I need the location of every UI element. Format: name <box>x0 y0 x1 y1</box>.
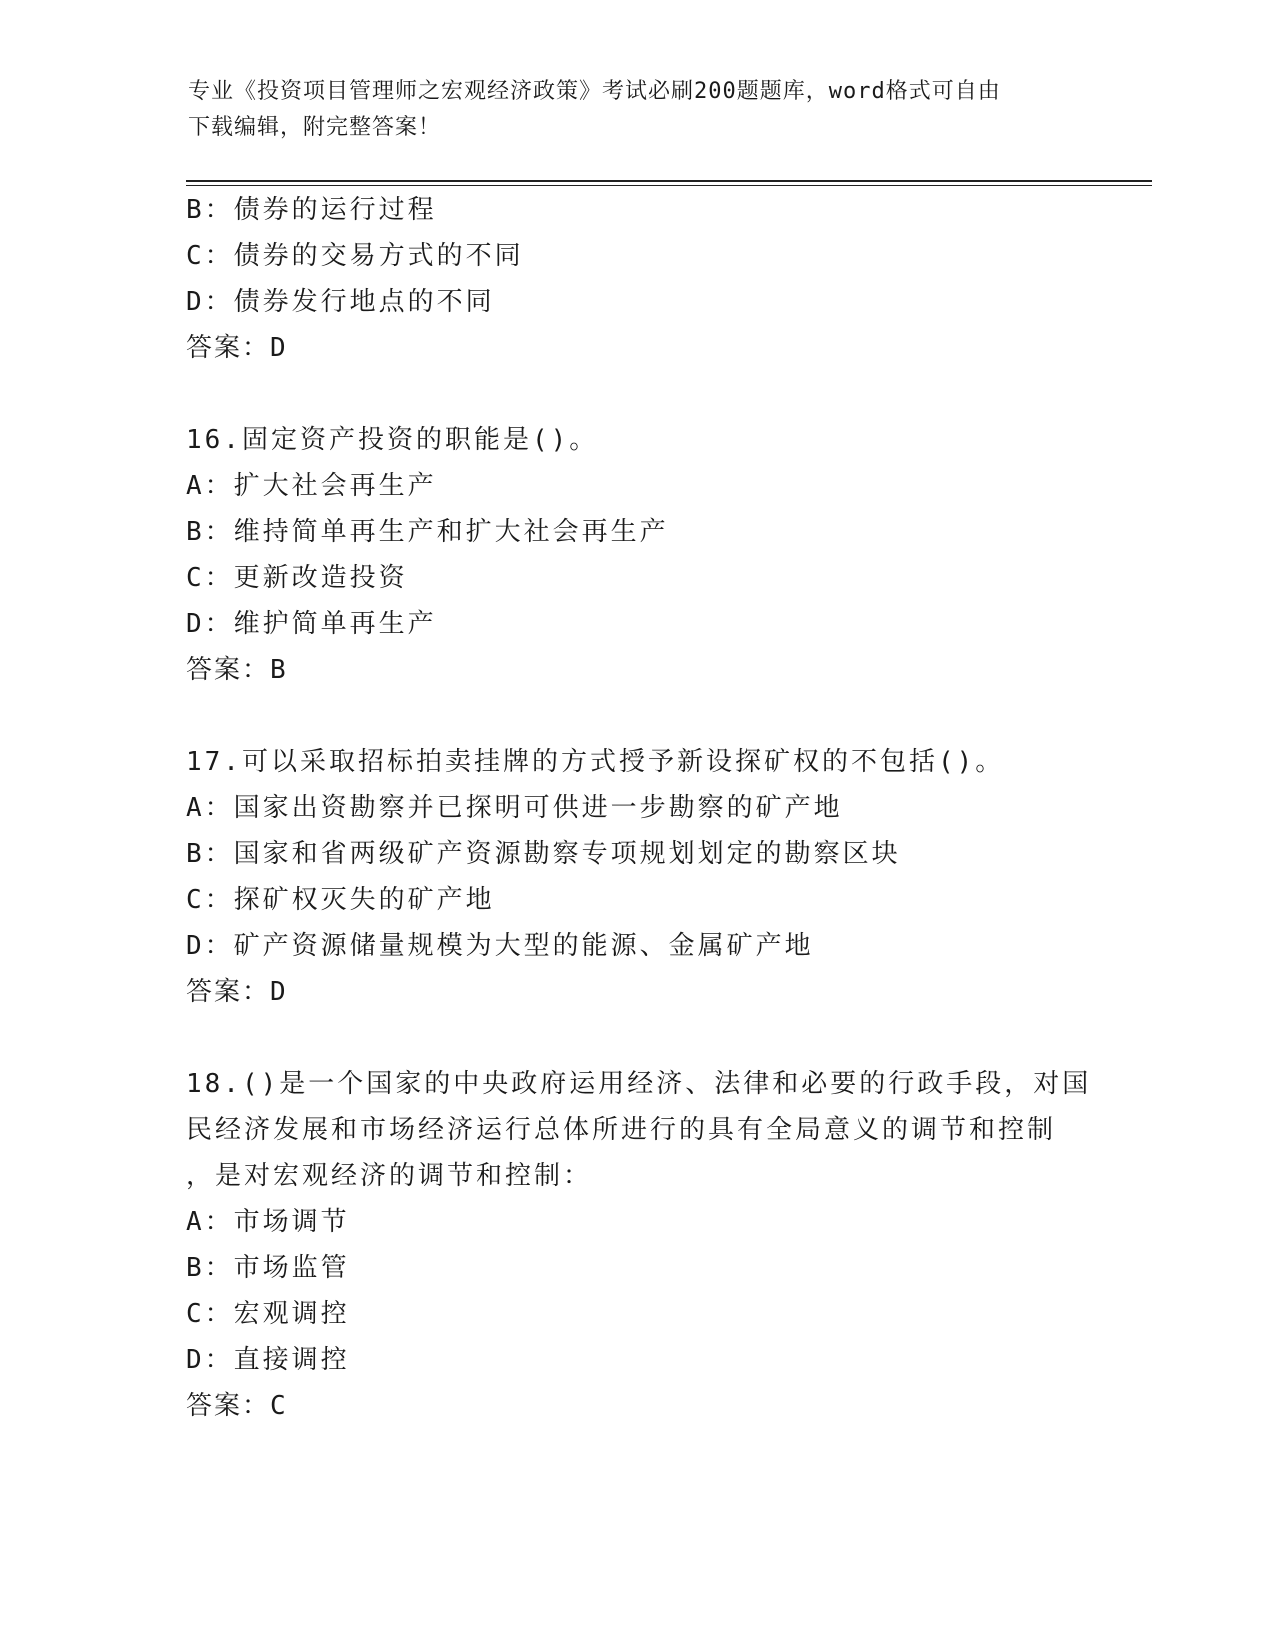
option-c <box>186 555 1086 601</box>
option-c <box>186 877 1086 923</box>
option-b <box>186 831 1086 877</box>
spacer <box>186 1015 1086 1061</box>
option-a <box>186 785 1086 831</box>
question-15-continued <box>186 187 1086 371</box>
option-text: 债券发行地点的不同 <box>233 287 495 317</box>
option-d <box>186 1337 1086 1383</box>
option-d <box>186 601 1086 647</box>
option-text: 国家出资勘察并已探明可供进一步勘察的矿产地 <box>233 793 843 823</box>
option-text: 矿产资源储量规模为大型的能源、金属矿产地 <box>233 931 814 961</box>
option-letter: D： <box>186 287 234 317</box>
question-18 <box>186 1061 1092 1429</box>
option-letter: A： <box>186 1207 234 1237</box>
option-text: 市场监管 <box>233 1253 350 1283</box>
question-stem-line-2: 民经济发展和市场经济运行总体所进行的具有全局意义的调节和控制 <box>186 1115 1057 1145</box>
option-letter: A： <box>186 471 234 501</box>
question-stem-line-1: 18.()是一个国家的中央政府运用经济、法律和必要的行政手段，对国 <box>186 1069 1092 1099</box>
answer-line: 答案：D <box>186 977 288 1007</box>
option-text: 国家和省两级矿产资源勘察专项规划划定的勘察区块 <box>233 839 901 869</box>
option-text: 扩大社会再生产 <box>233 471 437 501</box>
option-letter: B： <box>186 517 234 547</box>
option-c <box>186 1291 1086 1337</box>
option-letter: D： <box>186 931 234 961</box>
question-stem: 17.可以采取招标拍卖挂牌的方式授予新设探矿权的不包括()。 <box>186 747 1005 777</box>
option-text: 债券的交易方式的不同 <box>233 241 524 271</box>
spacer <box>186 693 1086 739</box>
option-a <box>186 463 1086 509</box>
option-text: 市场调节 <box>233 1207 350 1237</box>
question-content <box>186 187 1092 1429</box>
option-b <box>186 509 1086 555</box>
question-stem-line-3: ，是对宏观经济的调节和控制： <box>186 1161 593 1191</box>
option-text: 债券的运行过程 <box>233 195 437 225</box>
option-text: 探矿权灭失的矿产地 <box>233 885 495 915</box>
option-c <box>186 233 1086 279</box>
answer-line: 答案：B <box>186 655 288 685</box>
header-rule-thin <box>186 185 1152 186</box>
option-text: 维护简单再生产 <box>233 609 437 639</box>
question-16 <box>186 417 1086 693</box>
option-letter: C： <box>186 885 234 915</box>
document-header <box>188 74 1068 146</box>
option-letter: C： <box>186 1299 234 1329</box>
header-rule-thick <box>186 180 1152 182</box>
header-line-2: 下载编辑，附完整答案！ <box>188 115 442 140</box>
option-letter: B： <box>186 839 234 869</box>
option-b <box>186 1245 1086 1291</box>
option-text: 宏观调控 <box>233 1299 350 1329</box>
question-17 <box>186 739 1086 1015</box>
spacer <box>186 371 1086 417</box>
option-letter: A： <box>186 793 234 823</box>
option-text: 直接调控 <box>233 1345 350 1375</box>
option-letter: D： <box>186 609 234 639</box>
answer-line: 答案：C <box>186 1391 288 1421</box>
option-letter: C： <box>186 241 234 271</box>
option-d <box>186 279 1086 325</box>
option-letter: C： <box>186 563 234 593</box>
option-a <box>186 1199 1086 1245</box>
answer-line: 答案：D <box>186 333 288 363</box>
option-b <box>186 187 1086 233</box>
option-letter: B： <box>186 1253 234 1283</box>
question-stem: 16.固定资产投资的职能是()。 <box>186 425 599 455</box>
option-text: 维持简单再生产和扩大社会再生产 <box>233 517 669 547</box>
option-letter: D： <box>186 1345 234 1375</box>
option-text: 更新改造投资 <box>233 563 408 593</box>
option-letter: B： <box>186 195 234 225</box>
option-d <box>186 923 1086 969</box>
header-line-1: 专业《投资项目管理师之宏观经济政策》考试必刷200题题库，word格式可自由 <box>188 79 1001 104</box>
